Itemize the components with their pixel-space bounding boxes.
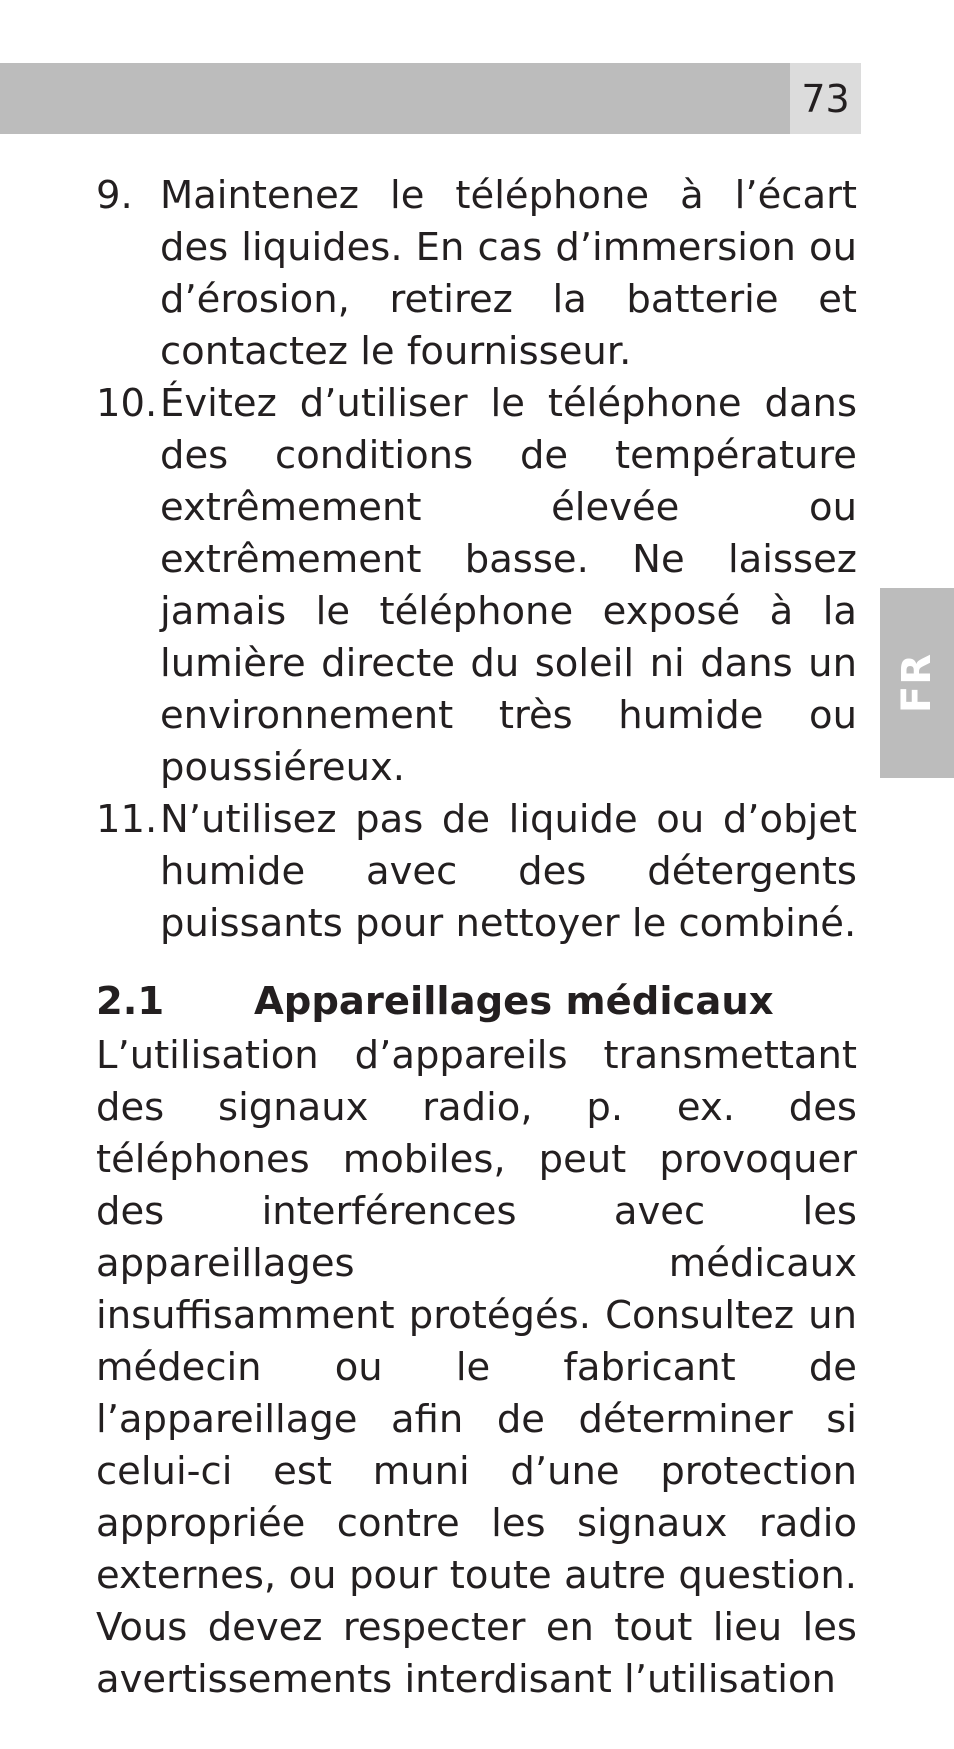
list-item (96, 378, 857, 794)
list-item-text: Évitez d’utiliser le téléphone dans des conditions de température extrêmement élevée ou extrêmement basse. Ne laissez jamais le téléphone exposé à la lumière directe du soleil ni dans un environnement très humide ou poussiéreux. (160, 381, 857, 790)
page-content (96, 170, 857, 1706)
section-body: L’utilisation d’appareils transmettant des signaux radio, p. ex. des téléphones mobiles, peut provoquer des interférences avec les appareillages médicaux insuffisamment protégés. Consultez un médecin ou le fabricant de l’appareillage afin de déterminer si celui-ci est muni d’une protection appropriée contre les signaux radio externes, ou pour toute autre question. Vous devez respecter en tout lieu les avertissements interdisant l’utilisation (96, 1033, 857, 1702)
page-number: 73 (790, 63, 861, 134)
list-item (96, 170, 857, 378)
section-title: Appareillages médicaux (254, 979, 774, 1024)
list-item (96, 794, 857, 950)
list-item-number: 11. (96, 797, 158, 842)
section-number: 2.1 (96, 979, 165, 1024)
list-item-text: N’utilisez pas de liquide ou d’objet humide avec des détergents puissants pour nettoyer le combiné. (160, 797, 857, 946)
instruction-list (96, 170, 857, 950)
header-bar (0, 63, 790, 134)
language-tab-label: FR (894, 652, 940, 714)
list-item-text: Maintenez le téléphone à l’écart des liquides. En cas d’immersion ou d’érosion, retirez la batterie et contactez le fournisseur. (160, 173, 857, 374)
language-tab (880, 588, 954, 778)
list-item-number: 9. (96, 173, 133, 218)
list-item-number: 10. (96, 381, 158, 426)
section-heading (96, 976, 857, 1028)
